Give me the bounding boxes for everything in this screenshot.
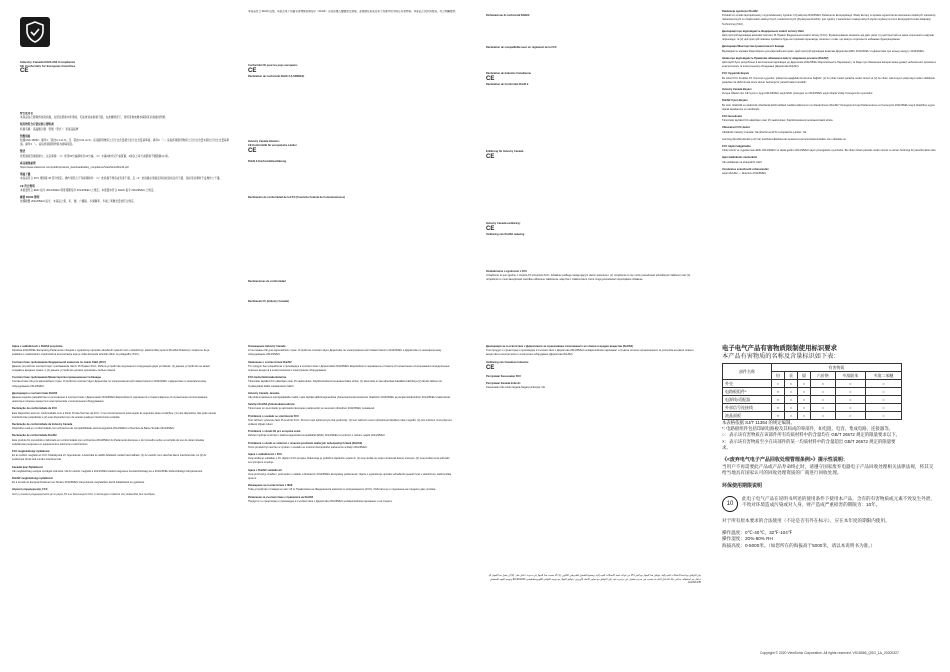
rohs-mark-cell: × xyxy=(772,396,785,404)
ul-cn-section xyxy=(20,185,230,193)
low1-section-body: CE megfelelőség európai országok számára: CE Az eszköz megfelel a 2014/30/EU elektromágneses összeférhetőségi és a 2014/35/EU kisfeszültségű irányelveknek. xyxy=(12,469,203,473)
rt-section-title: FCC näpún kalgalnaiba xyxy=(722,145,751,149)
low2-section xyxy=(248,392,454,400)
grid-c3r3-body: Déclaration de Conformité RoHS 2 xyxy=(486,83,529,87)
low1-section xyxy=(12,376,217,389)
low2-section-body: Tämä tuote on suunniteltu ja valmistettu Euroopan parlamentin ja neuvoston direktiivin 2011/65/EU mukaisesti. xyxy=(248,407,375,411)
rohs-part-name: 液晶面板 xyxy=(723,412,772,420)
rohs-mark-cell: ○ xyxy=(835,388,865,396)
rt-section-title: Декларація про відповідність Федеральної комісії зв'язку США xyxy=(722,29,804,33)
rohs-mark-cell: ○ xyxy=(835,404,865,412)
rohs-part-name: 外部信号连接线 xyxy=(723,404,772,412)
rohs-mark-cell: ○ xyxy=(785,412,798,420)
low1-section xyxy=(12,345,217,358)
rohs-mark-cell: ○ xyxy=(865,404,901,412)
rohs-mark-cell: ○ xyxy=(865,396,901,404)
low3-section xyxy=(486,361,701,372)
rt-section xyxy=(722,156,937,164)
rt-section xyxy=(722,115,937,123)
rohs-mark-cell: × xyxy=(772,412,785,420)
ul-header xyxy=(20,60,110,75)
rt-section xyxy=(722,99,937,112)
low2-section-title: Industry Canada -lauseke xyxy=(248,391,280,395)
rohs-mark-cell: ○ xyxy=(785,396,798,404)
low2-section-body: Продуктът е проектиран и произведен в съответствие с Директива 2011/65/EU на Европейския парламент и на Съвета. xyxy=(248,499,393,503)
low2-section-title: Izjava o RoHS2 sukladnosti xyxy=(248,468,282,472)
low1-section-title: FCC megfelelőségi nyilatkozat xyxy=(12,450,50,454)
ul-cn-section xyxy=(20,112,230,120)
grid-c3r3 xyxy=(486,72,696,87)
low2-section-body: CE-yhdenmukaisuus eurooppalaisille maille. Laite täyttää sähkömagneettista yhteensopivuutta koskevan direktiivin 2014/30/EU ja pienjännitedirektiivin 2014/35/EU vaatimukset. xyxy=(248,396,451,400)
ul-title: Industry Canada ICES-003 Compliance xyxy=(20,60,76,64)
low2-section-body: Аттестованы CE для европейских стран: Устройство соответствует Директиве по электромагнитной совместимости 2014/30/EU и Директиве по низковольтному оборудованию 2014/35/EU. xyxy=(248,349,442,357)
ul-cn-section-body: 本裝置符合 EMC 指令 2014/30/EU 與低電壓指令 2014/35/EU 之規定。本裝置亦符合 RoHS 指令 2011/65/EU 之規定。 xyxy=(20,188,157,192)
rt-section xyxy=(722,138,937,142)
rohs-mark-cell: ○ xyxy=(785,404,798,412)
ul-cn-section-body: 本產品為乙類資訊技術設備，在居住環境中使用時，可能會造成射頻干擾，在此種情況下，使用者會被要求採取某些適當的對策。 xyxy=(20,116,168,120)
rohs-part-name: 外壳 xyxy=(723,380,772,388)
rohs-note: ×：表示该有害物质至少在该部件的某一均质材料中的含量超出 GB/T 26572 规定的限量要求。 xyxy=(722,438,896,450)
grid-c2r3-title: Industry Canada Hinweis: xyxy=(248,140,280,143)
low3-section-title: Pernyataan Kanada Industri xyxy=(486,382,521,386)
rohs-mark-cell: ○ xyxy=(798,412,811,420)
rt-section-body: Avrupa Ülkeleri için CE Uyumu: Aygıt 2014/30/EU sayılı EMC yönergesi ve 2014/35/EU sayılı Düşük Voltaj Yönergesi ile uyumludur. xyxy=(722,92,874,96)
low1-section xyxy=(12,361,217,374)
low2-section xyxy=(248,496,454,504)
low1-section-title: Kanadai Ipari Nyilatkozat xyxy=(12,465,43,469)
rohs-column-header: 多溴联苯 xyxy=(835,372,865,380)
ul-cn-section xyxy=(20,173,230,181)
ul-cn-section-title: 警告使用者 xyxy=(20,112,33,115)
grid-c2r3 xyxy=(248,140,458,155)
rt-section-body: Цей пристрій відповідає вимогам Частини 15 Правил Федеральної комісії зв'язку (FCC). Функціонування залежить від двох умов: (1) цей пристрій не може спричиняти шкідливі перешкоди, та (2) цей пристрій повинен приймати будь-які отримані перешкоди, включно з тими, що можуть спричинити небажане функціонування. xyxy=(722,34,934,42)
rohs-column-header: 铅 xyxy=(772,372,785,380)
low2-section xyxy=(248,453,454,466)
low1-section-title: Declaração de conformidade RoHS2 xyxy=(12,434,57,438)
low1-section-title: Соответствие требованиям Министерства промышленности Канады xyxy=(12,376,102,380)
ul-cn-section xyxy=(20,135,230,148)
ul-cn-section-body: 使用過度恐傷害視力。注意事項：（1）使用30分鐘請休息10分鐘。（2）未滿2歲幼兒不看螢幕，2歲以上每天看螢幕不要超過1小時。 xyxy=(20,154,171,158)
low1-section-body: Соответствие CE для европейских стран. Устройство соответствует Директиве по электромагнитной совместимости 2014/30/EU и Директиве по низковольтному оборудованию 2014/35/EU. xyxy=(12,380,207,388)
rt-section-body: Produkt ten został zaprojektowany i wyprodukowany zgodnie z Dyrektywą 2011/65/EU Parlamentu Europejskiego i Rady Europy w sprawie ograniczenia stosowania niektórych substancji niebezpiecznych w urządzeniach elektrycznych i elektronicznych (Dyrektywa RoHS2) i jest zgodny z wartościami maksymalnych stężeń wydanymi przez Europejski Komitet Adaptacji Technicznej (TAC). xyxy=(722,14,936,26)
low2-section-title: Prohlášení o shodě CE pro evropské země xyxy=(248,430,301,434)
grid-c2r4 xyxy=(248,160,458,164)
low2-section xyxy=(248,415,454,428)
rt-section-body: stunning (RoHS2-direktiv) och har testfristä effekttava ämnessamma koncentrationsvärden som utfärdats av xyxy=(722,137,846,141)
low2-section xyxy=(248,484,454,492)
low1-section-body: Direktiva 2011/65/EU Europskog Parlamenta i Savjeta o ograničenju uporabe određenih opasnih tvari u električnoj i elektroničkoj opremi (RoHS2 Direktiva) i smatra se da je sukladna s maksimalnim vrijednostima koncentracije koje je izdao Europski tehnički odbor za prilagodbu (TAC). xyxy=(12,349,210,357)
rohs-mark-cell: × xyxy=(772,404,785,412)
low2-section-body: Tämä laite täyttää FCC-sääntöjen osan 15 vaatimukset. Käyttöä koskevat seuraavat kaksi ehtoa: (1) tämä laite ei saa aiheuttaa haitallista häiriötä ja (2) tämän laitteen on hyväksyttävä kaikki vastaanotettu häiriö. xyxy=(248,380,443,388)
rohs-mark-cell: ○ xyxy=(865,380,901,388)
low1-section-body: Αυτή η συσκευή συμμορφώνεται με το μέρος 15 των Κανονισμών FCC. Η λειτουργία υπόκειται στις ακόλουθες δύο συνθήκες. xyxy=(12,492,156,496)
rohs-note: ○：表示该有害物质在该部件所有均质材料中的含量均在 GB/T 26572 规定的限量要求以下。 xyxy=(722,432,900,438)
rohs-mark-cell: ○ xyxy=(798,388,811,396)
lower-column-3 xyxy=(486,345,701,393)
grid-c3r5-body: Verklaring van RoHS2-naleving xyxy=(486,233,525,237)
low2-section-body: Ovaj uređaj je sukladan s 15. dijelom FCC propisa. Rukovanje je podložno sljedećim uvjetima: (1) ovaj uređaj ne smije uzrokovati štetne smetnje i (2) ovaj uređaj mora prihvatiti sve primljene smetnje. xyxy=(248,457,450,465)
low2-section xyxy=(248,469,454,482)
rt-section xyxy=(722,126,937,134)
low3-section-body: Този продукт е проектиран и произведен в съответствие с Директива 2011/65/EU на Европейския парламент и Съвета относно ограничението за употреба на някои опасни вещества в електрическо и електронно оборудване (Директива RoHS2). xyxy=(486,349,694,357)
rohs-mark-cell: ○ xyxy=(811,412,836,420)
low1-section-body: Ez a termék az Európai Parlament és Tanács 2011/65/EU irányelvének megfelelően került kialakításra és gyártásra. xyxy=(12,481,145,485)
arabic-statement: بيان التوافق مع لجنة الاتصالات الفيدرالية: يتوافق هذا الجهاز مع الجزء 15 من قواعد لجنة الاتصالات الفيدرالية. ويخضع التشغيل للشرطين التاليين: (1) ألا يتسبب هذا الجهاز في حدوث تداخل ضار، (2) أن يتقبل هذا الجهاز أي تداخل يتم استقباله، بما في ذلك التداخل الذي قد يتسبب في حدوث تشغيل غير مرغوب فيه. بيان التوافق مع معايير الاتحاد الأوروبي: يتوافق الجهاز مع توجيه التوافق الكهرومغناطيسي 2014/30/EU وتوجيه الجهد المنخفض 2014/35/EU. xyxy=(488,574,701,585)
low1-section xyxy=(12,466,217,474)
rohs-mark-cell: × xyxy=(772,388,785,396)
ul-cn-section xyxy=(20,196,230,204)
low1-section xyxy=(12,423,217,431)
rohs-notes xyxy=(722,420,902,451)
low2-section xyxy=(248,345,454,358)
ce-mark: CE xyxy=(486,364,495,371)
rt-section-body: wqwn RoHS2 — Directive 2011/65/EU xyxy=(722,172,767,176)
grid-c2r7 xyxy=(248,300,458,304)
rt-section xyxy=(722,145,937,153)
low1-section xyxy=(12,407,217,420)
low3-section-body: Kesesuaian CE untuk Negara-Negara di Eropa: CE xyxy=(486,386,545,390)
low2-section-title: Prohlášení o shodě se směrnicí o omezení používání některých nebezpečných látek (RoHS2) xyxy=(248,441,363,445)
low2-section xyxy=(248,442,454,450)
grid-c2r7-title: Declaración IC (Industry Canada) xyxy=(248,300,289,303)
shield-logo xyxy=(20,17,50,47)
ul-cn-section xyxy=(20,150,230,158)
low1-section-body: Este dispositivo está em conformidade com a Parte 15 das Normas da FCC. O seu funcionamento está sujeito às seguintes duas condições: (1) este dispositivo não pode causar interferências prejudiciais e (2) este dispositivo tem de aceitar qualquer interferência recebida. xyxy=(12,411,217,419)
table-row xyxy=(723,396,902,404)
ul-cn-section-title: 對應規格 xyxy=(20,134,31,138)
low1-section-title: Δήλωση συμμόρφωσης FCC xyxy=(12,488,48,492)
rohs-mark-cell: ○ xyxy=(785,388,798,396)
ul-chinese-block xyxy=(20,112,230,207)
rt-section-title: Ulkomaiset FCC-tiedot xyxy=(722,126,750,130)
rohs-mark-cell: ○ xyxy=(835,412,865,420)
low2-section-title: Изявление за съответствие с правилата на RoHS2 xyxy=(248,495,314,499)
rt-section-title: Iqwn kawhakolis nauhunblix xyxy=(722,156,758,160)
policy-body: 当用户不再需要此产品或产品寿命终止时，请遵守国家废弃电器电子产品回收处理相关法律法规，将其交给当地具有国家认可的回收处理资质的厂商进行回收处理。 xyxy=(722,464,934,476)
ul-cn-section-title: 限用物質含有情況標示聲明書 xyxy=(20,123,54,127)
env-row xyxy=(722,496,937,512)
rohs-mark-cell: ○ xyxy=(798,404,811,412)
grid-c2r4-title: RoHS 2-Konformitätserklärung xyxy=(248,160,287,163)
low1-section-body: Dispositivo está em conformidade com a Directiva de compatibilidade electromagnética 2014/30/EU e Directiva de Baixa Tensão 2014/35/EU. xyxy=(12,427,175,431)
low2-section-body: Tento produkt byl navržen a vyroben v souladu se směrnicí Evropského parlamentu a Rady 2011/65/EU. xyxy=(248,445,368,449)
rt-section-body: Bu ürün, Elektrikli ve elektronik cihazlarda belirli tehlikeli madde kullanımının sınırlandırılması (RoHS2 Yönergesi) Avrupa Parlamentosu ve Konseyinin 2011/65/EU sayılı direktifine uygun olarak tasarlanmış ve üretilmiştir. xyxy=(722,103,935,111)
rohs-part-name: 电源线/适配器 xyxy=(723,396,772,404)
right-top-column xyxy=(722,10,937,179)
table-row xyxy=(723,404,902,412)
policy-heading: 《<废弃电气电子产品回收处理管理条例>》提示性说明： xyxy=(722,457,848,464)
ce-mark: CE xyxy=(486,76,495,83)
grid-c3r5-title: Industry Canada-verklaring: xyxy=(486,222,521,225)
low2-section xyxy=(248,403,454,411)
rohs-column-header: 六价铬 xyxy=(811,372,836,380)
shield-check-icon xyxy=(25,21,45,43)
rt-section xyxy=(722,88,937,96)
grid-c3r6-body: Urządzenie to jest zgodne z częścią 15 przepisów FCC. Działanie podlega następującym dwóm warunkom: (1) urządzenie to nie może powodować szkodliwych zakłóceń oraz (2) urządzenie to musi akceptować wszelkie odbierane zakłócenia, włącznie z zakłóceniami, które mogą powodować niepożądane działanie. xyxy=(486,274,691,282)
low2-section-title: Извещение за съответствие с ФКК xyxy=(248,484,293,488)
grid-c2r2-body: Déclaration de conformité RoHS 2 (LSDEEE2) xyxy=(248,75,305,79)
rt-section-body: Bu cihaz FCC Kuralları 15. Kısmına uygundur. Çalıştırma aşağıdaki iki duruma bağlıdır: (1) bu cihaz zararlı parazite neden olmaz ve (2) bu cihaz, istenmeyen çalışmaya neden olabilecek parazitler de dahil olmak üzere alınan herhangi bir paraziti kabul etmelidir. xyxy=(722,76,935,84)
storage-conditions xyxy=(722,530,937,549)
ul-cn-section xyxy=(20,123,230,131)
grid-c3r5 xyxy=(486,222,696,237)
low1-section xyxy=(12,392,217,405)
low3-section xyxy=(486,382,701,390)
grid-c2r3-body: CE-Konformität für europäische Länder xyxy=(248,144,297,148)
rt-section xyxy=(722,72,937,85)
storage-line: 海拔高度：0-5000米。（如您所在的海拔高于5000米，请以本说明书为准。） xyxy=(722,542,876,548)
rt-section-title: Industry Canada Beyanı xyxy=(722,88,752,92)
ul-cn-section-body: https://www.viewsonic.com/public/products_download/safety_compliance/ViewSonic/RoHS.pdf xyxy=(20,166,129,170)
rt-section-body: Цей виріб було розроблено й виготовлено відповідно до Директиви 2011/65/EU Європейського Парламенту та Ради про обмеження використання деяких небезпечних речовин в електричному та електронному обладнанні (Директива RoHS2). xyxy=(722,61,936,69)
grid-c3r2-title: Déclaration de compatibilité avec un règlement de la FCC xyxy=(486,46,557,49)
grid-c2r2-title: Conformité CE pour les pays européens xyxy=(248,64,298,67)
lower-column-1 xyxy=(12,345,217,500)
rt-section xyxy=(722,45,937,53)
low1-section-body: Ez az eszköz megfelel az FCC Szabályzata 15. fejezetének. A készülék az alábbi feltételek mellett használható: (1) Az eszköz nem okozhat káros interferenciát, és (2) Az eszköznek tűrnie kell minden interferenciát. xyxy=(12,454,207,462)
environment-period-icon: 10 xyxy=(722,496,738,512)
rohs-mark-cell: ○ xyxy=(785,380,798,388)
rt-section-title: Заява про відповідність Правилам обмеження вмісту шкідливих речовин (RoHS2) xyxy=(722,56,829,60)
rt-section-body: Tämä laite täyttää FCC-sääntöjen osan 15 vaatimukset. Käyttöä koskevat seuraavat kaksi ehtoa. xyxy=(722,119,834,123)
low1-section-title: Декларация о соответствии RoHS2 xyxy=(12,391,58,395)
rohs-mark-cell: ○ xyxy=(811,396,836,404)
ce-mark: CE xyxy=(486,226,495,233)
low1-section-title: Izjava o usklađenosti s RoHS2 propisima xyxy=(12,345,63,348)
rohs-mark-cell: ○ xyxy=(865,388,901,396)
grid-c3r4 xyxy=(486,150,696,161)
rohs-mark-cell: ○ xyxy=(811,404,836,412)
rt-section xyxy=(722,30,937,43)
ul-subtitle: CE Conformity for European Countries xyxy=(20,64,76,69)
env-note: 对于所有原本要求的合法使用（不论是否有外在标示），应在本年度的期限内使用。 xyxy=(722,517,890,523)
grid-c2r5 xyxy=(248,196,458,200)
grid-c2r6-title: Declaraciones de conformidad xyxy=(248,280,286,283)
rt-section-title: FCC-lausekseke xyxy=(722,115,743,119)
grid-c3r6 xyxy=(486,270,696,283)
low2-section xyxy=(248,430,454,438)
low1-section-body: Este produto foi concebido e fabricado em conformidade com a Directiva 2011/65/EU do Parlamento Europeu e do Conselho sobre a restrição do uso de determinadas substâncias perigosas em equipamentos eléctricos e electrónicos. xyxy=(12,438,205,446)
china-rohs-block xyxy=(722,345,937,549)
rohs-mark-cell: ○ xyxy=(811,380,836,388)
rt-section-body: Відповідність нормам Ради Європи для європейських країн. Цей пристрій відповідає вимогам Директиви ЕМС 2014/30/EU та Директиви про низьку напругу 2014/35/EU. xyxy=(722,49,925,53)
env-body: 此电子电气产品在说明书所述的使用条件下使用本产品，含有的有害物质或元素不致发生外泄，不致对环境造成污染或对人身、财产造成严重损害的期限为：10年。 xyxy=(742,495,935,508)
low2-section-title: Заявление о соответствии RoHS2 xyxy=(248,360,292,364)
grid-c3r2 xyxy=(486,46,696,50)
ce-mark: CE xyxy=(486,154,495,161)
lower-column-2 xyxy=(248,345,454,507)
rohs-mark-cell: ○ xyxy=(811,388,836,396)
rt-section-title: Deklaracja zgodności RoHS2 xyxy=(722,10,758,13)
low2-section-title: Prohlášení o souladu se směrnicemi FCC xyxy=(248,414,300,418)
storage-line: 操作湿度：20%-80% RH xyxy=(722,536,773,542)
rohs-column-header: 多溴二苯醚 xyxy=(865,372,901,380)
storage-line: 操作温度：0℃-40℃，32℉-104℉ xyxy=(722,530,793,536)
low2-section-body: Zařízení splňuje směrnici o elektromagnetické kompatibilitě (EMC) 2014/30/EU a směrnici o nízkém napětí 2014/35/EU. xyxy=(248,434,386,438)
low2-section xyxy=(248,376,454,389)
low2-section xyxy=(248,361,454,374)
ul-cn-section-title: CE 符合聲明 xyxy=(20,184,35,188)
rohs-mark-cell: ○ xyxy=(798,380,811,388)
table-row xyxy=(723,388,902,396)
low2-section-body: Тот продукт был разработан и произведен в соответствии с Директивой 2011/65/EU Европейского парламента и Совета об ограничении использования определенных опасных веществ в электрическом и электронном оборудовании. xyxy=(248,364,450,373)
ul-cn-section-body: 依據歐盟 2011/65/EU 指令，本產品之鉛、汞、鎘、六價鉻、多溴聯苯、多溴二苯醚含量皆符合規定。 xyxy=(20,200,137,204)
grid-c2r6 xyxy=(248,280,458,284)
rt-section-body: Cihaz ürünü ve uygulanması EMC 2014/30/EU ve alçak gerilim 2014/35/EU sayılı yönergelerle uyumludur. Bu cihaz zararlı parazite neden olmaz ve alınan herhangi bir paraziti kabul eder. xyxy=(722,149,937,153)
low1-section-title: Соответствие требованиям Федеральной комиссии по связи США (FCC) xyxy=(12,360,107,364)
ul-cn-section-body: 本產品符合 FCC 規則第 15 部分規定。操作須符合下列兩項條件：（1）此設備不得造成有害干擾，且（2）此設備必須接受所接收到的任何干擾，包括可能導致不良操作之干擾。 xyxy=(20,177,223,181)
low2-section-body: Ovaj proizvod je izrađen i proizveden u skladu s Direktivom 2011/65/EU Europskog parlamenta i Vijeća o ograničenju uporabe određenih opasnih tvari u električnoj i elektroničkoj opremi. xyxy=(248,472,452,481)
ce-mark: CE xyxy=(248,68,257,75)
table-row xyxy=(723,412,902,420)
ul-cn-section-body: 依據CNS 15663：備考1.「超出0.1 wt %」及「超出0.01 wt %」係指限用物質之百分比含量超出百分比含量基準值。備考2.「○」係指該項限用物質之百分比含量未超出百分比含量基準值。備考3.「-」係指該項限用物質為排除項目。 xyxy=(20,139,230,147)
rohs-part-name: 电路板组件* xyxy=(723,388,772,396)
ul-cn-section-title: 電磁干擾 xyxy=(20,173,31,177)
rt-section-body: CE uehilaksek na ehaupahth ctaht: xyxy=(722,160,763,164)
low2-section-title: FCC-tiedonhaltomakuntaturina xyxy=(248,376,287,380)
rt-section xyxy=(722,10,937,27)
low3-section-title: Verklaring van Canadese Industrie xyxy=(486,360,529,364)
low2-section-body: Това устройство отговаря на част 15 от Правилника на Федералната комисия по комуникациите (FCC). Работата му е подчинена на следните две условия. xyxy=(248,488,437,492)
grid-c3r4-title: Erklärung für Industry Canada xyxy=(486,150,524,153)
low2-section-body: Toto zařízení vyhovuje části 15 směrnic FCC. Provoz musí splňovat tyto dvě podmínky: (1) toto zařízení nesmí způsobovat škodlivé rušení signálů, (2) toto zařízení musí přijmout veškeré přijaté rušení. xyxy=(248,418,452,427)
low3-section-title: Декларация за съответствие с Директивата за ограничаване използването на опасни и вредни вещества (RoHS2) xyxy=(486,345,633,348)
rohs-mark-cell: ○ xyxy=(772,380,785,388)
grid-c3r3-title: Déclaration de Industrie Canadienne xyxy=(486,72,531,75)
low1-section-title: RoHS2 megfelelőségi nyilatkozat xyxy=(12,477,53,481)
low1-section-title: Declaração de conformidade da Industry Canada xyxy=(12,423,73,427)
rohs-note: *: 电路板组件包括印刷电路板及其构成的零部件，如电阻、电容、集成电路、连接器等。 xyxy=(722,426,893,432)
rt-section-title: FCC Uygunluk Beyanı xyxy=(722,72,750,76)
grid-c2r1-body: 本產品符合 RoHS 法規，電氣及電子設備有害物質限制指令（RoHS）旨在保護人體健康及環境，並限制在電氣及電子設備中使用特定有害物質。本產品之設計與製造，符合相關要求。 xyxy=(248,10,458,13)
rt-section xyxy=(722,168,937,176)
grid-c3r1 xyxy=(486,14,696,18)
rt-section-title: Декларація Міністерства промисловості Канади xyxy=(722,45,785,49)
grid-c3r1-title: Dichiarazione di conformità RAEE2 xyxy=(486,14,530,17)
low2-section-title: Selvitys RoHS2-yhdenmukaisuudesta xyxy=(248,403,295,407)
ul-cn-section-title: 歐盟 ROHS 聲明 xyxy=(20,196,40,200)
low3-section-title: Pernyataan Kesesuaian FCC xyxy=(486,374,522,378)
low1-section xyxy=(12,477,217,485)
low1-section-body: Данное устройство соответствует требованиям Части 15 Правил FCC. Работа устройства подчиняется следующим двум условиям: (1) данное устройство не может создавать вредных помех, и (2) данное устройство должно принимать любые помехи. xyxy=(12,364,211,373)
ul-cn-section xyxy=(20,162,230,170)
env-heading: 环保使用期限说明 xyxy=(722,482,763,489)
ce-mark: CE xyxy=(20,68,29,75)
low1-section xyxy=(12,488,217,496)
rohs-mark-cell: ○ xyxy=(835,396,865,404)
low1-section xyxy=(12,434,217,447)
ul-cn-section-title: 產品廢棄處理 xyxy=(20,161,36,165)
copyright-footer: Copyright © 2020 ViewSonic Corporation. All rights reserved. VS18566_QSG_1A_20200327 xyxy=(760,651,899,655)
rt-section-body: Ulkölände Industry Canada: CE-überformend für europäische Länder: CE xyxy=(722,130,807,134)
rohs-mark-cell: ○ xyxy=(865,412,901,420)
low1-section-body: Данное изделие разработано и изготовлено в соответствии с Директивой 2011/65/EU Европейского парламента и Совета Европы об ограничении использования некоторых опасных веществ в электрическом и электронном оборудовании. xyxy=(12,396,208,404)
low1-section xyxy=(12,450,217,463)
rt-section xyxy=(722,57,937,70)
rohs-subtitle: 本产品有害物质的名称及含量标识如下表： xyxy=(722,353,840,360)
rohs-part-header: 部件名称 xyxy=(723,364,772,380)
low2-section-title: Оповещение Industry Canada xyxy=(248,345,286,348)
low2-section-title: Izjava o usklađenosti s FCC xyxy=(248,453,283,457)
rohs-mark-cell: ○ xyxy=(798,396,811,404)
rohs-group-header: 有害物质 xyxy=(772,364,902,372)
rohs-column-header: 镉 xyxy=(798,372,811,380)
rohs-table xyxy=(722,363,902,420)
rohs-column-header: 汞 xyxy=(785,372,798,380)
grid-c2r1 xyxy=(248,10,458,14)
ul-cn-section-body: 設備名稱：液晶顯示器 型號（型式）：見產品銘牌 xyxy=(20,127,79,131)
rohs-note: 本表格依据 SJ/T 11364 的规定编制。 xyxy=(722,420,795,425)
grid-c3r6-title: Oświadczenie o zgodności z FCC xyxy=(486,270,528,273)
rohs-mark-cell: ○ xyxy=(835,380,865,388)
grid-c2r5-title: Declaración de conformidad de la FCC (Comisión Federal de Comunicaciones) xyxy=(248,196,345,199)
ce-mark: CE xyxy=(248,148,257,155)
low1-section-title: Declaração da conformidade da FCC xyxy=(12,407,58,411)
low3-section xyxy=(486,375,701,379)
table-row xyxy=(723,380,902,388)
rt-section-title: RoHS2 Uyum Beyanı xyxy=(722,99,748,103)
rt-section-title: Ucnutnetse ecanuhoeht cofiesemuhix xyxy=(722,167,769,171)
rohs-title: 电子电气产品有害物质限制使用标识要求 xyxy=(722,345,838,352)
low3-section xyxy=(486,345,701,358)
grid-c2r2 xyxy=(248,64,458,79)
ul-cn-section-title: 警語 xyxy=(20,150,26,154)
